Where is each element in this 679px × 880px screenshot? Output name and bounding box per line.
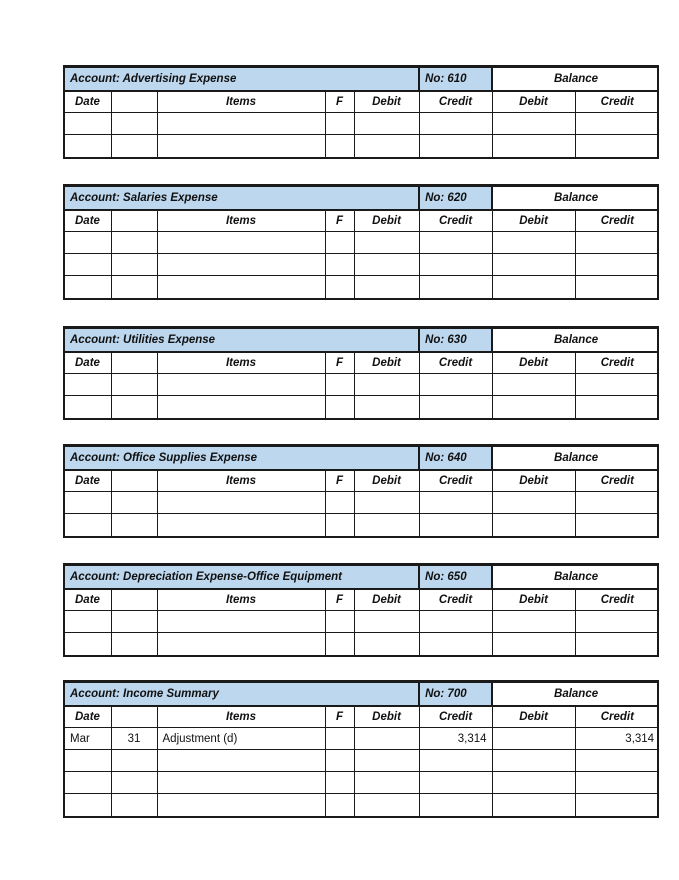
entry-balance-debit — [492, 794, 575, 816]
ledger-row — [65, 772, 659, 794]
entry-balance-debit — [492, 276, 575, 298]
entry-item — [157, 611, 325, 633]
entry-balance-debit — [492, 514, 575, 536]
entry-credit: 3,314 — [419, 728, 492, 750]
day-column-header — [111, 589, 157, 611]
entry-folio — [325, 750, 354, 772]
entry-item — [157, 113, 325, 135]
entry-item — [157, 750, 325, 772]
day-column-header — [111, 352, 157, 374]
entry-balance-credit — [575, 374, 659, 396]
entry-item — [157, 135, 325, 157]
entry-credit — [419, 232, 492, 254]
entry-balance-credit — [575, 633, 659, 655]
entry-month — [65, 794, 111, 816]
ledger-account-6 — [63, 680, 659, 818]
credit-column-header: Credit — [419, 470, 492, 492]
entry-month — [65, 611, 111, 633]
entry-item — [157, 794, 325, 816]
entry-item — [157, 772, 325, 794]
balance-heading: Balance — [492, 566, 659, 589]
entry-debit — [354, 374, 419, 396]
date-column-header: Date — [65, 91, 111, 113]
entry-folio — [325, 135, 354, 157]
entry-balance-debit — [492, 113, 575, 135]
entry-item — [157, 254, 325, 276]
entry-debit — [354, 135, 419, 157]
entry-credit — [419, 374, 492, 396]
entry-debit — [354, 514, 419, 536]
entry-item — [157, 374, 325, 396]
entry-credit — [419, 633, 492, 655]
balance-credit-column-header: Credit — [575, 210, 659, 232]
entry-credit — [419, 396, 492, 418]
credit-column-header: Credit — [419, 589, 492, 611]
balance-debit-column-header: Debit — [492, 352, 575, 374]
date-column-header: Date — [65, 470, 111, 492]
entry-item — [157, 633, 325, 655]
date-column-header: Date — [65, 589, 111, 611]
entry-month — [65, 113, 111, 135]
day-column-header — [111, 706, 157, 728]
entry-balance-debit — [492, 396, 575, 418]
entry-item — [157, 232, 325, 254]
entry-month — [65, 374, 111, 396]
entry-month — [65, 772, 111, 794]
ledger-row — [65, 750, 659, 772]
ledger-row — [65, 794, 659, 816]
balance-credit-column-header: Credit — [575, 706, 659, 728]
entry-debit — [354, 276, 419, 298]
balance-heading: Balance — [492, 187, 659, 210]
entry-folio — [325, 276, 354, 298]
entry-day — [111, 611, 157, 633]
balance-heading: Balance — [492, 329, 659, 352]
entry-credit — [419, 794, 492, 816]
ledger-row — [65, 374, 659, 396]
account-title: Account: Income Summary — [65, 683, 419, 706]
date-column-header: Date — [65, 706, 111, 728]
ledger-row — [65, 492, 659, 514]
ledger-account-4 — [63, 444, 659, 538]
entry-balance-debit — [492, 135, 575, 157]
folio-column-header: F — [325, 91, 354, 113]
folio-column-header: F — [325, 470, 354, 492]
balance-debit-column-header: Debit — [492, 589, 575, 611]
balance-debit-column-header: Debit — [492, 470, 575, 492]
account-number: No: 650 — [419, 566, 492, 589]
debit-column-header: Debit — [354, 706, 419, 728]
account-number: No: 620 — [419, 187, 492, 210]
folio-column-header: F — [325, 352, 354, 374]
entry-folio — [325, 611, 354, 633]
balance-credit-column-header: Credit — [575, 352, 659, 374]
account-number: No: 700 — [419, 683, 492, 706]
entry-balance-credit — [575, 232, 659, 254]
entry-balance-debit — [492, 750, 575, 772]
credit-column-header: Credit — [419, 210, 492, 232]
ledger-row — [65, 514, 659, 536]
entry-item — [157, 514, 325, 536]
entry-day — [111, 276, 157, 298]
entry-folio — [325, 254, 354, 276]
entry-folio — [325, 772, 354, 794]
entry-folio — [325, 728, 354, 750]
entry-debit — [354, 113, 419, 135]
debit-column-header: Debit — [354, 470, 419, 492]
entry-month — [65, 514, 111, 536]
entry-month — [65, 135, 111, 157]
entry-debit — [354, 254, 419, 276]
entry-balance-credit — [575, 276, 659, 298]
entry-day — [111, 492, 157, 514]
entry-month — [65, 232, 111, 254]
folio-column-header: F — [325, 210, 354, 232]
entry-month — [65, 276, 111, 298]
entry-credit — [419, 750, 492, 772]
entry-day — [111, 794, 157, 816]
entry-balance-credit — [575, 135, 659, 157]
entry-balance-debit — [492, 492, 575, 514]
ledger-account-1 — [63, 65, 659, 159]
date-column-header: Date — [65, 352, 111, 374]
entry-credit — [419, 254, 492, 276]
entry-credit — [419, 113, 492, 135]
entry-credit — [419, 492, 492, 514]
entry-item — [157, 276, 325, 298]
entry-balance-debit — [492, 611, 575, 633]
ledger-row — [65, 728, 659, 750]
entry-balance-credit — [575, 514, 659, 536]
credit-column-header: Credit — [419, 352, 492, 374]
ledger-row — [65, 232, 659, 254]
entry-debit — [354, 633, 419, 655]
ledger-row — [65, 276, 659, 298]
debit-column-header: Debit — [354, 589, 419, 611]
account-title: Account: Depreciation Expense-Office Equipment — [65, 566, 419, 589]
entry-balance-debit — [492, 232, 575, 254]
entry-folio — [325, 794, 354, 816]
entry-day: 31 — [111, 728, 157, 750]
credit-column-header: Credit — [419, 706, 492, 728]
entry-debit — [354, 728, 419, 750]
debit-column-header: Debit — [354, 210, 419, 232]
balance-credit-column-header: Credit — [575, 589, 659, 611]
balance-debit-column-header: Debit — [492, 91, 575, 113]
entry-day — [111, 772, 157, 794]
balance-heading: Balance — [492, 68, 659, 91]
entry-credit — [419, 772, 492, 794]
entry-day — [111, 254, 157, 276]
ledger-account-3 — [63, 326, 659, 420]
entry-month — [65, 396, 111, 418]
entry-balance-debit — [492, 254, 575, 276]
day-column-header — [111, 210, 157, 232]
ledger-row — [65, 611, 659, 633]
entry-day — [111, 396, 157, 418]
entry-month — [65, 254, 111, 276]
entry-folio — [325, 396, 354, 418]
entry-credit — [419, 514, 492, 536]
entry-month — [65, 492, 111, 514]
entry-month — [65, 750, 111, 772]
account-number: No: 630 — [419, 329, 492, 352]
entry-day — [111, 374, 157, 396]
entry-day — [111, 633, 157, 655]
items-column-header: Items — [157, 470, 325, 492]
entry-debit — [354, 611, 419, 633]
debit-column-header: Debit — [354, 91, 419, 113]
entry-balance-credit — [575, 254, 659, 276]
balance-credit-column-header: Credit — [575, 91, 659, 113]
entry-balance-credit — [575, 772, 659, 794]
entry-month — [65, 633, 111, 655]
entry-folio — [325, 113, 354, 135]
items-column-header: Items — [157, 706, 325, 728]
entry-folio — [325, 232, 354, 254]
account-number: No: 640 — [419, 447, 492, 470]
entry-balance-debit — [492, 633, 575, 655]
ledger-account-5 — [63, 563, 659, 657]
entry-item — [157, 396, 325, 418]
entry-debit — [354, 396, 419, 418]
balance-debit-column-header: Debit — [492, 706, 575, 728]
entry-debit — [354, 772, 419, 794]
day-column-header — [111, 91, 157, 113]
entry-folio — [325, 514, 354, 536]
account-title: Account: Office Supplies Expense — [65, 447, 419, 470]
entry-balance-credit — [575, 113, 659, 135]
entry-month: Mar — [65, 728, 111, 750]
ledger-row — [65, 113, 659, 135]
account-number: No: 610 — [419, 68, 492, 91]
entry-item: Adjustment (d) — [157, 728, 325, 750]
debit-column-header: Debit — [354, 352, 419, 374]
entry-credit — [419, 135, 492, 157]
items-column-header: Items — [157, 589, 325, 611]
balance-debit-column-header: Debit — [492, 210, 575, 232]
account-title: Account: Utilities Expense — [65, 329, 419, 352]
balance-heading: Balance — [492, 683, 659, 706]
items-column-header: Items — [157, 91, 325, 113]
entry-debit — [354, 492, 419, 514]
day-column-header — [111, 470, 157, 492]
account-title: Account: Salaries Expense — [65, 187, 419, 210]
entry-day — [111, 113, 157, 135]
entry-credit — [419, 276, 492, 298]
ledger-account-2 — [63, 184, 659, 300]
entry-debit — [354, 750, 419, 772]
entry-credit — [419, 611, 492, 633]
items-column-header: Items — [157, 210, 325, 232]
balance-heading: Balance — [492, 447, 659, 470]
ledger-row — [65, 396, 659, 418]
entry-day — [111, 135, 157, 157]
entry-balance-credit — [575, 396, 659, 418]
entry-folio — [325, 374, 354, 396]
entry-balance-credit: 3,314 — [575, 728, 659, 750]
entry-balance-credit — [575, 492, 659, 514]
entry-folio — [325, 633, 354, 655]
items-column-header: Items — [157, 352, 325, 374]
entry-balance-credit — [575, 611, 659, 633]
entry-balance-debit — [492, 374, 575, 396]
date-column-header: Date — [65, 210, 111, 232]
entry-balance-debit — [492, 772, 575, 794]
credit-column-header: Credit — [419, 91, 492, 113]
entry-folio — [325, 492, 354, 514]
entry-balance-credit — [575, 750, 659, 772]
entry-day — [111, 514, 157, 536]
entry-balance-debit — [492, 728, 575, 750]
entry-day — [111, 232, 157, 254]
entry-balance-credit — [575, 794, 659, 816]
entry-day — [111, 750, 157, 772]
folio-column-header: F — [325, 589, 354, 611]
ledger-row — [65, 135, 659, 157]
balance-credit-column-header: Credit — [575, 470, 659, 492]
ledger-row — [65, 633, 659, 655]
entry-debit — [354, 794, 419, 816]
ledger-row — [65, 254, 659, 276]
account-title: Account: Advertising Expense — [65, 68, 419, 91]
folio-column-header: F — [325, 706, 354, 728]
entry-debit — [354, 232, 419, 254]
entry-item — [157, 492, 325, 514]
